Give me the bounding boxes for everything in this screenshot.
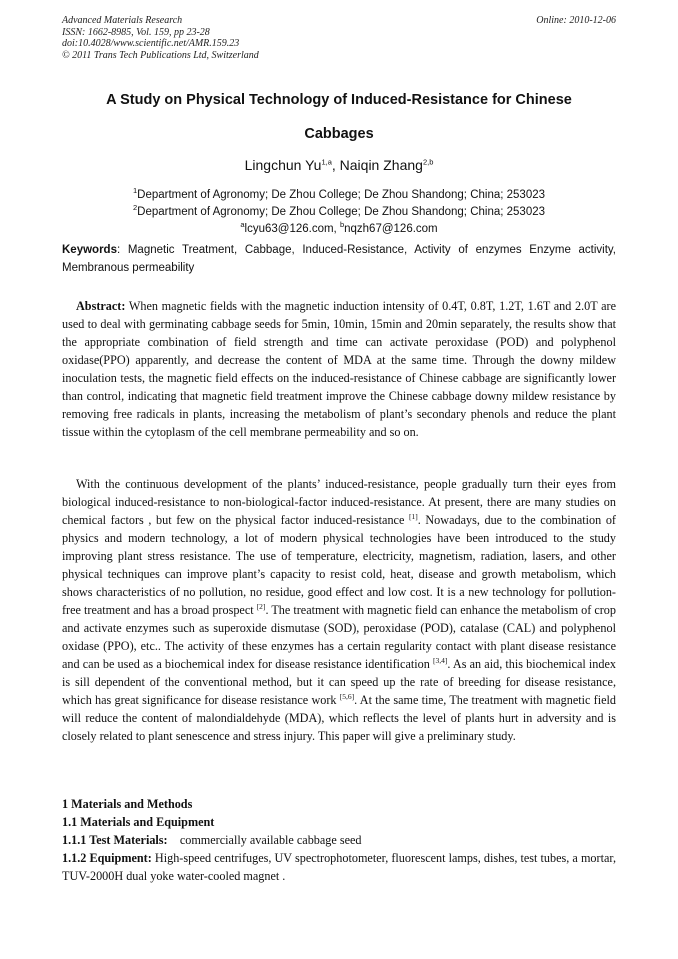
author-1-sup: 1,a: [321, 157, 332, 167]
paper-title-line-2: Cabbages: [304, 126, 374, 142]
section-1-heading: [62, 795, 616, 813]
author-1-name: Lingchun Yu: [244, 157, 322, 173]
journal-name: Advanced Materials Research: [62, 15, 183, 26]
intro-text-4: . As an aid, this biochemical index is sill dependent of the conventional method, but it can speed up the rate of breeding for disease resistance, which has great significance for disease resistance work: [62, 657, 616, 707]
affiliation-1-text: Department of Agronomy; De Zhou College; De Zhou Shandong; China; 253023: [137, 189, 546, 201]
keywords-block: [62, 241, 616, 277]
intro-text-1: With the continuous development of the plants’ induced-resistance, people gradually turn their eyes from biological induced-resistance to non-biological-factor induced-resistance. At present, there are many studies on chemical factors , but few on the physical factor induced-resistance: [62, 477, 616, 527]
section-1-1-2-text: High-speed centrifuges, UV spectrophotometer, fluorescent lamps, dishes, test tubes, a mortar, TUV-2000H dual yoke water-cooled magnet .: [62, 851, 616, 883]
abstract-paragraph: [62, 297, 616, 441]
keywords-label: Keywords: [62, 244, 117, 256]
affiliation-2-sup: 2: [132, 203, 138, 213]
intro-text-2: . Nowadays, due to the combination of physics and modern technology, a lot of modern physical technologies have been introduced to the study improving plant stress resistance. The use of temperature, electricity, magnetism, radiation, lasers, and other physical techniques can improve plant’s capacity to resist cold, heat, disease and growth metabolism, which shows characteristics of no pollution, no residue, good effect and low cost. It is a new technology for pollution-free treatment and has a broad prospect: [62, 513, 616, 617]
intro-text-5: . At the same time, The treatment with magnetic field will reduce the content of malondialdehyde (MDA), which reflects the level of plants hurt in adversity and is closely related to plant senescence and stress injury. This paper will give a preliminary study.: [62, 693, 616, 743]
email-b-sup: b: [339, 220, 345, 230]
section-1-1-2-label: 1.1.2 Equipment:: [62, 851, 152, 865]
email-b: nqzh67@126.com: [344, 223, 438, 235]
affiliation-2: [62, 203, 616, 218]
section-1-1-2: [62, 849, 616, 885]
journal-header: [62, 15, 259, 61]
email-line: [62, 220, 616, 235]
abstract-label: Abstract:: [76, 299, 126, 313]
abstract-text: When magnetic fields with the magnetic induction intensity of 0.4T, 0.8T, 1.2T, 1.6T and 2.0T are used to deal with germinating cabbage seeds for 5min, 10min, 15min and 20min separately, the results show that the appropriate combination of field strength and time can activate peroxidase (POD) and polyphenol oxidase(PPO) apparently, and decrease the content of MDA at the same time. Through the downy mildew inoculation tests, the magnetic field effects on the induced-resistance of Chinese cabbage are significantly lower than control, indicating that magnetic field treatment improve the Chinese cabbage downy mildew resistance by removing free radicals in plants, increasing the metabolism of plant’s secondary phenols and reduce the plant tissue within the cytoplasm of the cell membrane permeability and so on.: [62, 299, 616, 439]
section-1-1-1-text: commercially available cabbage seed: [167, 833, 362, 847]
citation-1: [1]: [408, 511, 418, 521]
citation-3: [3,4]: [433, 655, 448, 665]
section-1-1-1-label: 1.1.1 Test Materials:: [62, 833, 168, 847]
author-2-sup: 2,b: [422, 157, 434, 167]
email-a: lcyu63@126.com,: [244, 223, 340, 235]
issn-line: ISSN: 1662-8985, Vol. 159, pp 23-28: [62, 26, 210, 38]
paper-title-line-1: A Study on Physical Technology of Induced-Resistance for Chinese: [106, 92, 572, 108]
affiliation-1-sup: 1: [132, 186, 138, 196]
affiliation-2-text: Department of Agronomy; De Zhou College; De Zhou Shandong; China; 253023: [137, 206, 546, 218]
citation-4: [5,6]: [339, 691, 355, 701]
affiliation-1: [62, 186, 616, 201]
doi-line: doi:10.4028/www.scientific.net/AMR.159.23: [62, 38, 240, 49]
section-1-1-title: 1.1 Materials and Equipment: [62, 815, 215, 829]
section-1-title: 1 Materials and Methods: [62, 797, 193, 811]
online-date: Online: 2010-12-06: [536, 15, 616, 26]
section-1-1-heading: [62, 813, 616, 831]
email-a-sup: a: [240, 220, 245, 230]
author-separator: ,: [331, 157, 340, 173]
intro-text-3: . The treatment with magnetic field can enhance the metabolism of crop and activate enzymes such as superoxide dismutase (SOD), peroxidase (POD), catalase (CAL) and polyphenol oxidase (PPO), etc.. The activity of these enzymes has a certain regularity contact with plant disease resistance and can be used as a biochemical index for disease resistance identification: [62, 603, 616, 671]
keywords-text: : Magnetic Treatment, Cabbage, Induced-Resistance, Activity of enzymes Enzyme activity, Membranous permeability: [62, 244, 616, 274]
introduction-paragraph: [62, 475, 616, 745]
copyright-line: © 2011 Trans Tech Publications Ltd, Switzerland: [62, 49, 259, 61]
section-1-1-1: [62, 831, 616, 849]
author-2-name: Naiqin Zhang: [339, 157, 423, 173]
author-line: [62, 157, 616, 173]
citation-2: [2]: [256, 601, 266, 611]
